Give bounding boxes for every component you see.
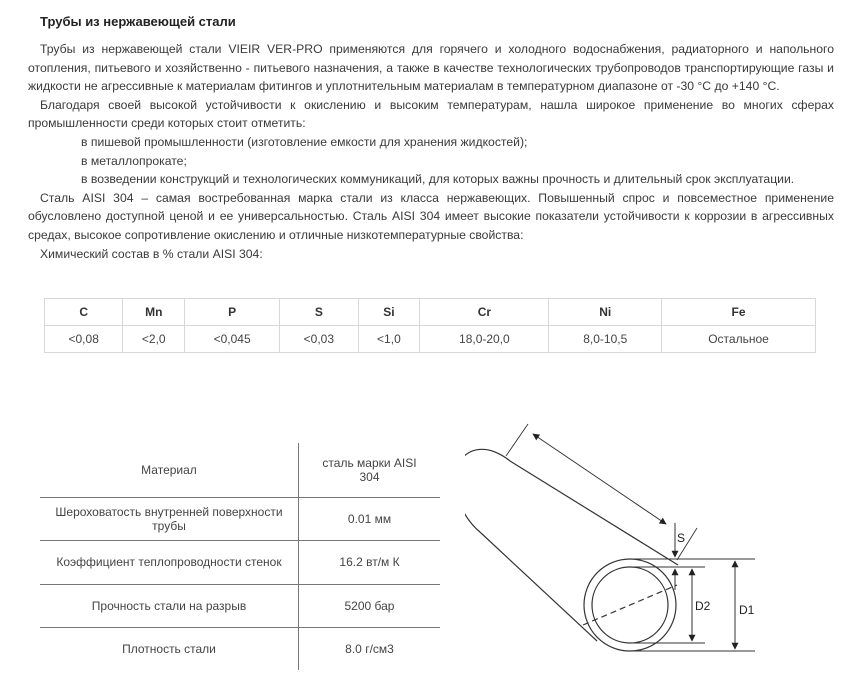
value-cell: <0,045 — [185, 326, 280, 353]
composition-value-row — [45, 326, 816, 353]
property-value: 8.0 г/см3 — [299, 627, 441, 670]
property-name: Материал — [40, 443, 299, 497]
label-d2: D2 — [695, 599, 711, 613]
pipe-diagram — [465, 420, 775, 655]
composition-table — [44, 298, 816, 353]
property-name: Плотность стали — [40, 627, 299, 670]
header-cell: S — [280, 299, 358, 326]
header-cell: C — [45, 299, 123, 326]
value-cell: 18,0-20,0 — [420, 326, 549, 353]
value-cell: <0,03 — [280, 326, 358, 353]
header-cell: Cr — [420, 299, 549, 326]
pipe-back-end — [465, 449, 510, 533]
paragraph-composition-caption: Химический состав в % стали AISI 304: — [40, 246, 263, 261]
property-value: 16.2 вт/м К — [299, 540, 441, 584]
table-row — [40, 443, 440, 497]
property-name: Шероховатость внутренней поверхности трубы — [40, 497, 299, 540]
list-item: в пишевой промышленности (изготовление емкости для хранения жидкостей); — [81, 134, 528, 149]
list-item: в возведении конструкций и технологических коммуникаций, для которых важны прочность и длительный срок эксплуатации. — [81, 172, 795, 187]
value-cell: <1,0 — [358, 326, 420, 353]
composition-header-row — [45, 299, 816, 326]
header-cell: Ni — [549, 299, 662, 326]
value-cell: <2,0 — [123, 326, 185, 353]
description-text — [28, 40, 834, 263]
header-cell: P — [185, 299, 280, 326]
page-title: Трубы из нержавеющей стали — [40, 14, 236, 29]
paragraph-usage: Трубы из нержавеющей стали VIEIR VER-PRO применяются для горячего и холодного водоснабжения, радиаторного и напольного отопления, питьевого и хозяйственно - питьевого назначения, а также в качестве технологических трубопроводов транспортирующие газы и жидкости не агрессивные к материалам фитингов и уплотнительным материалам в температурном диапазоне от -30 °С до +140 °С. — [28, 42, 834, 94]
property-name: Коэффициент теплопроводности стенок — [40, 540, 299, 584]
table-row — [40, 540, 440, 584]
table-row — [40, 584, 440, 627]
property-value: 0.01 мм — [299, 497, 441, 540]
pipe-top-edge — [510, 461, 678, 565]
properties-table — [40, 443, 440, 670]
header-cell: Si — [358, 299, 420, 326]
table-row — [40, 627, 440, 670]
pipe-bottom-edge — [481, 533, 597, 641]
header-cell: Mn — [123, 299, 185, 326]
paragraph-applications: Благодаря своей высокой устойчивости к окислению и высоким температурам, нашла широкое применение во многих сферах промышленности среди которых стоит отметить: — [28, 97, 834, 131]
header-cell: Fe — [662, 299, 816, 326]
list-item: в металлопрокате; — [81, 153, 187, 168]
extension-line — [506, 424, 528, 456]
table-row — [40, 497, 440, 540]
label-s: S — [677, 531, 686, 545]
paragraph-aisi304: Сталь AISI 304 – самая востребованная марка стали из класса нержавеющих. Повышенный спрос и повсеместное применение обусловлено доступной ценой и ее универсальностью. Сталь AISI 304 имеет высокие показатели устойчивости к коррозии в агрессивных средах, высокое сопротивление окислению и отличные низкотемпературные свойства: — [28, 190, 834, 242]
value-cell: Остальное — [662, 326, 816, 353]
property-name: Прочность стали на разрыв — [40, 584, 299, 627]
length-dimension — [533, 434, 666, 524]
property-value: сталь марки AISI 304 — [322, 455, 417, 484]
property-value: 5200 бар — [299, 584, 441, 627]
value-cell: 8,0-10,5 — [549, 326, 662, 353]
value-cell: <0,08 — [45, 326, 123, 353]
label-d1: D1 — [739, 603, 755, 617]
